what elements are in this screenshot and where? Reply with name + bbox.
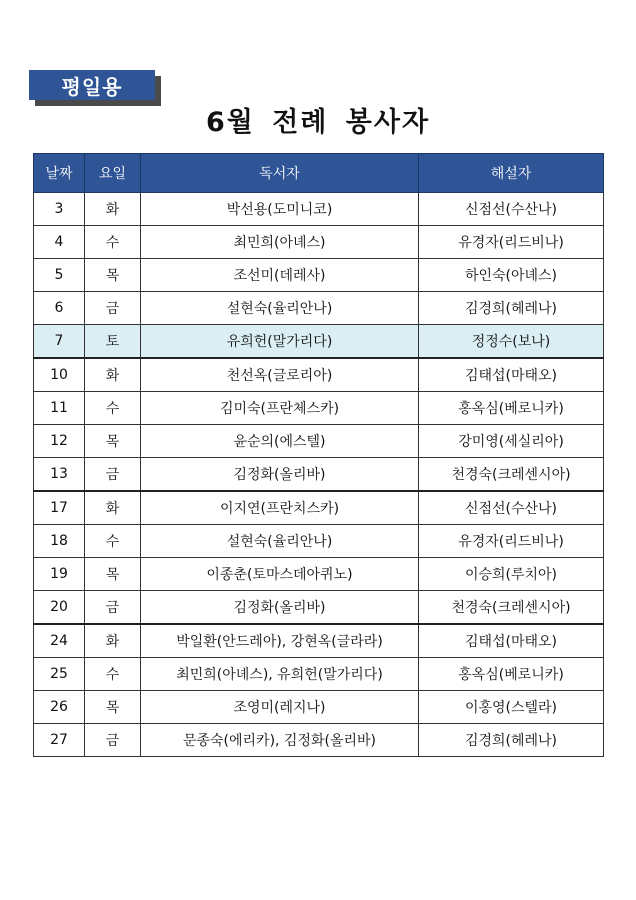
cell-reader: 이지연(프란치스카) [141, 491, 419, 525]
cell-date: 3 [34, 193, 85, 226]
cell-date: 4 [34, 226, 85, 259]
table-row [34, 392, 604, 425]
cell-date: 20 [34, 591, 85, 625]
cell-reader: 최민희(아녜스) [141, 226, 419, 259]
cell-day: 수 [85, 525, 141, 558]
cell-date: 7 [34, 325, 85, 359]
cell-reader: 박선용(도미니코) [141, 193, 419, 226]
table-row [34, 259, 604, 292]
cell-reader: 설현숙(율리안나) [141, 525, 419, 558]
cell-date: 11 [34, 392, 85, 425]
table-row [34, 658, 604, 691]
cell-commentator: 천경숙(크레센시아) [419, 458, 604, 492]
cell-commentator: 강미영(세실리아) [419, 425, 604, 458]
cell-day: 목 [85, 558, 141, 591]
cell-commentator: 신점선(수산나) [419, 193, 604, 226]
table-row [34, 724, 604, 757]
cell-reader: 조영미(레지나) [141, 691, 419, 724]
table-row [34, 193, 604, 226]
column-header-reader: 독서자 [141, 154, 419, 193]
header-row [34, 154, 604, 193]
cell-day: 수 [85, 658, 141, 691]
cell-day: 화 [85, 193, 141, 226]
cell-date: 18 [34, 525, 85, 558]
cell-commentator: 이홍영(스텔라) [419, 691, 604, 724]
cell-day: 토 [85, 325, 141, 359]
cell-date: 10 [34, 358, 85, 392]
cell-day: 목 [85, 259, 141, 292]
cell-reader: 김정화(올리바) [141, 458, 419, 492]
cell-reader: 천선옥(글로리아) [141, 358, 419, 392]
cell-reader: 최민희(아녜스), 유희헌(말가리다) [141, 658, 419, 691]
table-row [34, 624, 604, 658]
cell-date: 13 [34, 458, 85, 492]
page-title: 6월 전례 봉사자 [205, 107, 431, 138]
cell-commentator: 정정수(보나) [419, 325, 604, 359]
schedule-table [33, 153, 604, 757]
cell-reader: 설현숙(율리안나) [141, 292, 419, 325]
cell-day: 목 [85, 691, 141, 724]
cell-day: 금 [85, 292, 141, 325]
cell-reader: 유희헌(말가리다) [141, 325, 419, 359]
cell-date: 5 [34, 259, 85, 292]
table-row [34, 425, 604, 458]
cell-commentator: 이승희(루치아) [419, 558, 604, 591]
column-header-day: 요일 [85, 154, 141, 193]
table-row [34, 558, 604, 591]
table-row-highlighted [34, 325, 604, 359]
cell-commentator: 유경자(리드비나) [419, 226, 604, 259]
cell-day: 목 [85, 425, 141, 458]
cell-commentator: 김경희(헤레나) [419, 724, 604, 757]
cell-day: 화 [85, 491, 141, 525]
table-row [34, 458, 604, 492]
table-row [34, 358, 604, 392]
table-row [34, 292, 604, 325]
cell-commentator: 천경숙(크레센시아) [419, 591, 604, 625]
weekday-badge: 평일용 [29, 70, 155, 100]
column-header-commentator: 해설자 [419, 154, 604, 193]
table-row [34, 591, 604, 625]
cell-commentator: 유경자(리드비나) [419, 525, 604, 558]
cell-commentator: 김태섭(마태오) [419, 624, 604, 658]
cell-reader: 문종숙(에리카), 김정화(올리바) [141, 724, 419, 757]
cell-reader: 김미숙(프란체스카) [141, 392, 419, 425]
cell-reader: 김정화(올리바) [141, 591, 419, 625]
table-row [34, 691, 604, 724]
cell-commentator: 신점선(수산나) [419, 491, 604, 525]
cell-commentator: 홍옥심(베로니카) [419, 392, 604, 425]
cell-day: 화 [85, 358, 141, 392]
table-row [34, 525, 604, 558]
cell-commentator: 홍옥심(베로니카) [419, 658, 604, 691]
cell-date: 26 [34, 691, 85, 724]
cell-commentator: 김태섭(마태오) [419, 358, 604, 392]
cell-day: 수 [85, 226, 141, 259]
cell-day: 금 [85, 591, 141, 625]
cell-date: 17 [34, 491, 85, 525]
cell-date: 19 [34, 558, 85, 591]
cell-reader: 이종춘(토마스데아퀴노) [141, 558, 419, 591]
cell-commentator: 하인숙(아녜스) [419, 259, 604, 292]
cell-date: 27 [34, 724, 85, 757]
cell-day: 금 [85, 458, 141, 492]
cell-date: 24 [34, 624, 85, 658]
table-row [34, 491, 604, 525]
cell-commentator: 김경희(헤레나) [419, 292, 604, 325]
cell-day: 금 [85, 724, 141, 757]
cell-day: 수 [85, 392, 141, 425]
cell-date: 6 [34, 292, 85, 325]
cell-day: 화 [85, 624, 141, 658]
table-row [34, 226, 604, 259]
column-header-date: 날짜 [34, 154, 85, 193]
cell-date: 25 [34, 658, 85, 691]
cell-reader: 조선미(데레사) [141, 259, 419, 292]
cell-reader: 박일환(안드레아), 강현옥(글라라) [141, 624, 419, 658]
cell-reader: 윤순의(에스텔) [141, 425, 419, 458]
cell-date: 12 [34, 425, 85, 458]
